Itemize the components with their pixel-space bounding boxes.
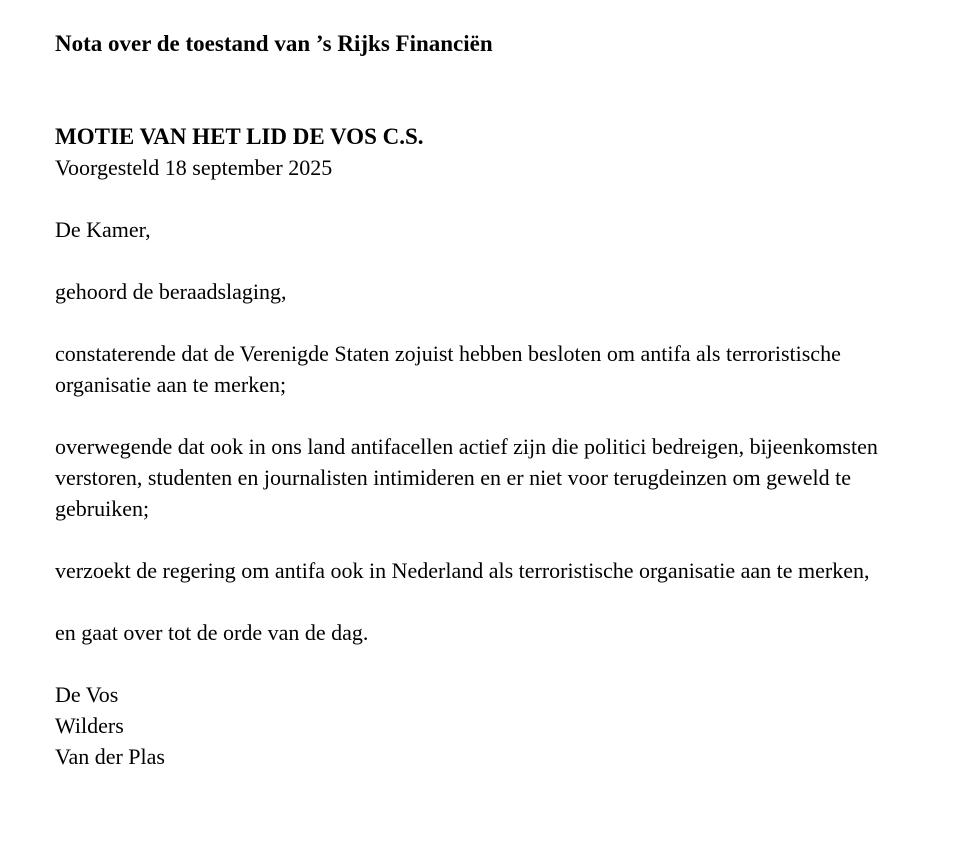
paragraph-observation: constaterende dat de Verenigde Staten zojuist hebben besloten om antifa als terroristische organisatie aan te merken; [55, 341, 841, 397]
signature-name: Wilders [55, 713, 124, 738]
paragraph-salutation: De Kamer, [55, 217, 151, 242]
paragraph-consideration: overwegende dat ook in ons land antifacellen actief zijn die politici bedreigen, bijeenkomsten verstoren, studenten en journalisten intimideren en er niet voor terugdeinzen om geweld te gebruiken; [55, 434, 878, 521]
paragraph-request: verzoekt de regering om antifa ook in Nederland als terroristische organisatie aan te merken, [55, 558, 870, 583]
paragraph-deliberation: gehoord de beraadslaging, [55, 279, 287, 304]
signature-name: Van der Plas [55, 744, 165, 769]
signature-name: De Vos [55, 682, 119, 707]
motion-heading: MOTIE VAN HET LID DE VOS C.S. [55, 124, 424, 149]
motion-header [55, 121, 931, 183]
proposal-date-line: Voorgesteld 18 september 2025 [55, 155, 333, 180]
signature-block [55, 679, 931, 772]
document-title: Nota over de toestand van ’s Rijks Financiën [55, 31, 493, 56]
motion-body [55, 214, 931, 648]
paragraph-closing: en gaat over tot de orde van de dag. [55, 620, 369, 645]
